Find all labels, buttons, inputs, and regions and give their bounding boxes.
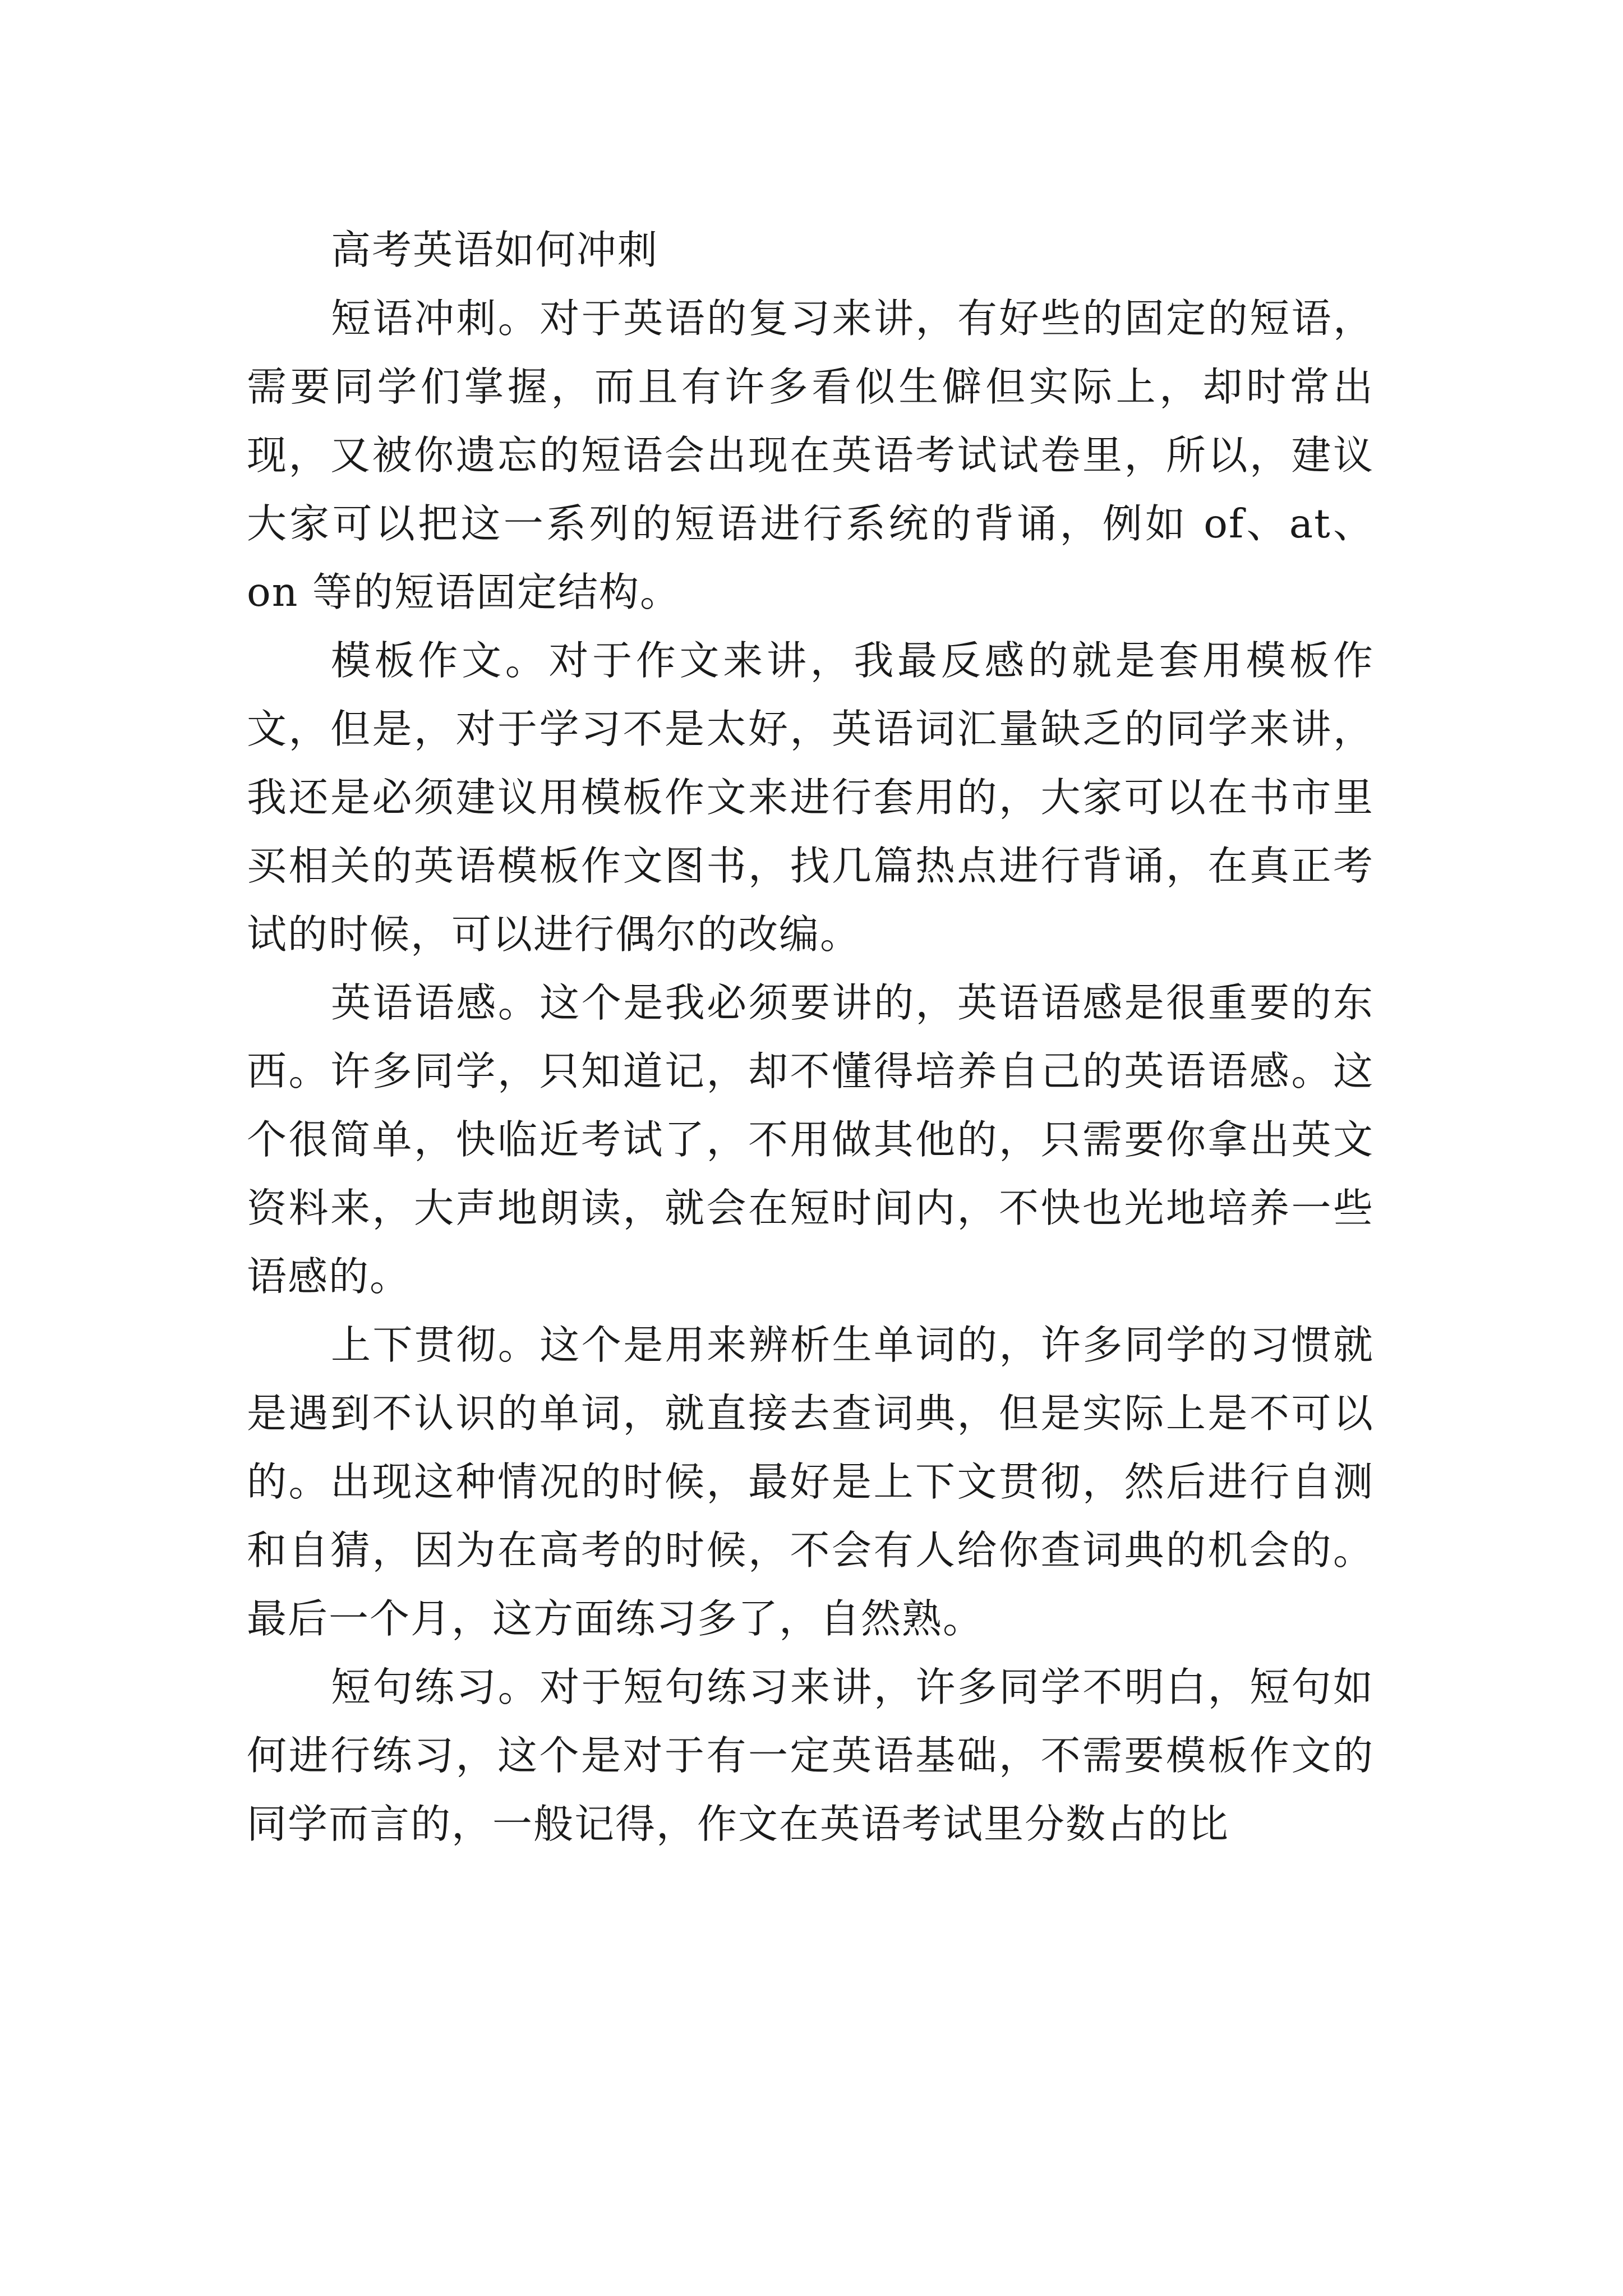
document-body <box>247 216 1374 1858</box>
paragraph-short-sentences: 短句练习。对于短句练习来讲，许多同学不明白，短句如何进行练习，这个是对于有一定英语基础，不需要模板作文的同学而言的，一般记得，作文在英语考试里分数占的比 <box>247 1664 1374 1847</box>
paragraph-phrases: 短语冲刺。对于英语的复习来讲，有好些的固定的短语，需要同学们掌握，而且有许多看似生僻但实际上，却时常出现，又被你遗忘的短语会出现在英语考试试卷里，所以，建议大家可以把这一系列的短语进行系统的背诵，例如 of、at、on 等的短语固定结构。 <box>247 295 1374 615</box>
paragraph-template-essay: 模板作文。对于作文来讲，我最反感的就是套用模板作文，但是，对于学习不是太好，英语词汇量缺乏的同学来讲，我还是必须建议用模板作文来进行套用的，大家可以在书市里买相关的英语模板作文图书，找几篇热点进行背诵，在真正考试的时候，可以进行偶尔的改编。 <box>247 637 1374 958</box>
paragraph-context: 上下贯彻。这个是用来辨析生单词的，许多同学的习惯就是遇到不认识的单词，就直接去查词典，但是实际上是不可以的。出现这种情况的时候，最好是上下文贯彻，然后进行自测和自猜，因为在高考的时候，不会有人给你查词典的机会的。最后一个月，这方面练习多了，自然熟。 <box>247 1322 1374 1642</box>
document-title: 高考英语如何冲刺 <box>331 227 659 273</box>
paragraph-language-sense: 英语语感。这个是我必须要讲的，英语语感是很重要的东西。许多同学，只知道记，却不懂得培养自己的英语语感。这个很简单，快临近考试了，不用做其他的，只需要你拿出英文资料来，大声地朗读，就会在短时间内，不快也光地培养一些语感的。 <box>247 979 1374 1300</box>
